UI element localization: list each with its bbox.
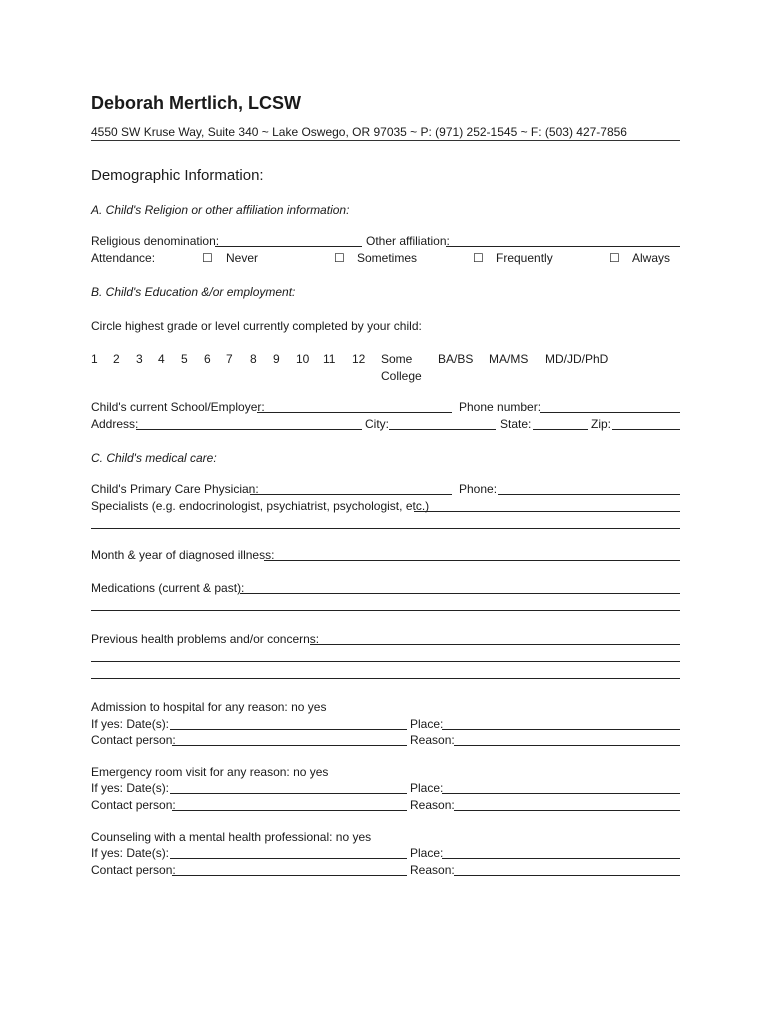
hospital-dates-label: If yes: Date(s):: [91, 717, 170, 731]
school-phone-label: Phone number:: [459, 400, 542, 414]
header-divider: [91, 140, 680, 141]
hospital-place-label: Place:: [410, 717, 444, 731]
medications-label: Medications (current & past):: [91, 581, 245, 595]
grade-option[interactable]: BA/BS: [438, 352, 474, 366]
attendance-label: Attendance:: [91, 251, 156, 265]
frequently-label: Frequently: [496, 251, 553, 265]
state-label: State:: [500, 417, 532, 431]
school-phone-field[interactable]: [540, 412, 680, 413]
hospital-reason-label: Reason:: [410, 733, 455, 747]
counseling-reason-label: Reason:: [410, 863, 455, 877]
state-field[interactable]: [533, 429, 588, 430]
hospital-contact-field[interactable]: [172, 745, 407, 746]
frequently-checkbox[interactable]: ☐: [473, 251, 484, 265]
er-contact-field[interactable]: [172, 810, 407, 811]
grade-option[interactable]: 9: [273, 352, 280, 366]
hospital-reason-field[interactable]: [454, 745, 680, 746]
section-title: Demographic Information:: [91, 167, 264, 184]
grade-option[interactable]: 2: [113, 352, 120, 366]
pcp-field[interactable]: [250, 494, 452, 495]
medical-heading: C. Child's medical care:: [91, 451, 217, 465]
always-checkbox[interactable]: ☐: [609, 251, 620, 265]
grade-option[interactable]: 3: [136, 352, 143, 366]
grade-option[interactable]: 4: [158, 352, 165, 366]
pcp-label: Child's Primary Care Physician:: [91, 482, 259, 496]
never-label: Never: [226, 251, 259, 265]
counseling-contact-label: Contact person:: [91, 863, 176, 877]
never-checkbox[interactable]: ☐: [202, 251, 213, 265]
counseling-dates-label: If yes: Date(s):: [91, 846, 170, 860]
grade-option[interactable]: 10: [296, 352, 310, 366]
grade-option[interactable]: 12: [352, 352, 366, 366]
counseling-place-label: Place:: [410, 846, 444, 860]
grade-option[interactable]: 11: [323, 352, 336, 366]
hospital-question[interactable]: Admission to hospital for any reason: no yes: [91, 700, 327, 714]
grade-option[interactable]: MD/JD/PhD: [545, 352, 609, 366]
always-label: Always: [632, 251, 671, 265]
medications-field-continued[interactable]: [91, 610, 680, 611]
er-contact-label: Contact person:: [91, 798, 176, 812]
education-heading: B. Child's Education &/or employment:: [91, 285, 296, 299]
denomination-label: Religious denomination:: [91, 234, 220, 248]
previous-problems-label: Previous health problems and/or concerns:: [91, 632, 320, 646]
school-label: Child's current School/Employer:: [91, 400, 265, 414]
other-affiliation-field[interactable]: [446, 246, 680, 247]
religion-heading: A. Child's Religion or other affiliation information:: [91, 203, 350, 217]
counseling-place-field[interactable]: [442, 858, 680, 859]
previous-problems-field-3[interactable]: [91, 678, 680, 679]
address-field[interactable]: [136, 429, 362, 430]
school-field[interactable]: [257, 412, 452, 413]
practice-address: 4550 SW Kruse Way, Suite 340 ~ Lake Oswego, OR 97035 ~ P: (971) 252-1545 ~ F: (503) 427-7856: [91, 125, 627, 139]
specialists-field-continued[interactable]: [91, 528, 680, 529]
grade-option[interactable]: MA/MS: [489, 352, 529, 366]
er-reason-label: Reason:: [410, 798, 455, 812]
previous-problems-field[interactable]: [310, 644, 680, 645]
sometimes-label: Sometimes: [357, 251, 418, 265]
diagnosed-field[interactable]: [264, 560, 680, 561]
medications-field[interactable]: [240, 593, 680, 594]
zip-label: Zip:: [591, 417, 612, 431]
diagnosed-label: Month & year of diagnosed illness:: [91, 548, 275, 562]
hospital-contact-label: Contact person:: [91, 733, 176, 747]
other-affiliation-label: Other affiliation:: [366, 234, 450, 248]
grade-option-some[interactable]: Some: [381, 352, 413, 366]
er-dates-label: If yes: Date(s):: [91, 781, 170, 795]
sometimes-checkbox[interactable]: ☐: [334, 251, 345, 265]
counseling-question[interactable]: Counseling with a mental health professional: no yes: [91, 830, 372, 844]
er-place-label: Place:: [410, 781, 444, 795]
grade-option[interactable]: 7: [226, 352, 233, 366]
er-place-field[interactable]: [442, 793, 680, 794]
counseling-dates-field[interactable]: [170, 858, 407, 859]
grade-option-college[interactable]: College: [381, 369, 422, 383]
specialists-field[interactable]: [414, 511, 680, 512]
pcp-phone-field[interactable]: [498, 494, 680, 495]
counseling-reason-field[interactable]: [454, 875, 680, 876]
denomination-field[interactable]: [215, 246, 362, 247]
grade-option[interactable]: 6: [204, 352, 211, 366]
grade-option[interactable]: 8: [250, 352, 257, 366]
zip-field[interactable]: [612, 429, 680, 430]
address-label: Address:: [91, 417, 139, 431]
er-dates-field[interactable]: [170, 793, 407, 794]
hospital-place-field[interactable]: [442, 729, 680, 730]
city-label: City:: [365, 417, 389, 431]
hospital-dates-field[interactable]: [170, 729, 407, 730]
pcp-phone-label: Phone:: [459, 482, 498, 496]
city-field[interactable]: [389, 429, 496, 430]
er-question[interactable]: Emergency room visit for any reason: no yes: [91, 765, 329, 779]
grade-option[interactable]: 1: [91, 352, 98, 366]
grade-option[interactable]: 5: [181, 352, 188, 366]
previous-problems-field-2[interactable]: [91, 661, 680, 662]
er-reason-field[interactable]: [454, 810, 680, 811]
specialists-label: Specialists (e.g. endocrinologist, psychiatrist, psychologist, etc.): [91, 499, 430, 513]
counseling-contact-field[interactable]: [172, 875, 407, 876]
grade-prompt: Circle highest grade or level currently completed by your child:: [91, 319, 422, 333]
practitioner-name: Deborah Mertlich, LCSW: [91, 93, 302, 113]
